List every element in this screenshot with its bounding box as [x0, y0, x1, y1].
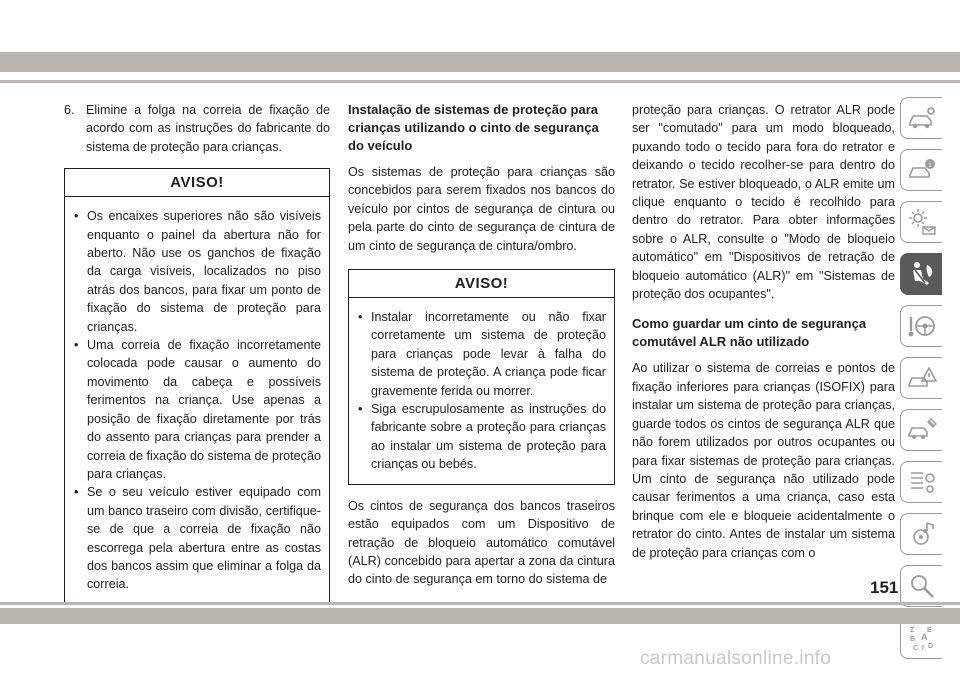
svg-text:D: D: [927, 643, 933, 650]
step-number: 6.: [64, 103, 75, 117]
warning-item: • Uma correia de fixação incorretamente colocada pode causar o aumento do movimento da cabeça e possíveis ferimentos na criança. Use apenas a posição de fixação diretamente por trás do assento para crianças para prender a correia de fixação do sistema de proteção para crianças.: [73, 336, 321, 483]
header-bar: [0, 52, 960, 72]
section-heading: Como guardar um cinto de segurança comutável ALR não utilizado: [632, 316, 867, 350]
car-warning-icon: [907, 363, 937, 393]
warning-box-1: [64, 168, 330, 605]
seat-safety-icon: [907, 259, 937, 289]
page-number: 151: [870, 578, 899, 597]
watermark: carmanualsonline.info: [640, 648, 832, 669]
car-info-icon: [907, 155, 937, 185]
car-service-icon: [907, 415, 937, 445]
warning-lights-icon: [907, 207, 937, 237]
tab-car-info[interactable]: [900, 149, 942, 191]
tab-search-index[interactable]: [900, 565, 942, 607]
warning-item: • Siga escrupulosamente as instruções do fabricante sobre a proteção para crianças ao instalar um sistema de proteção para crianças ou bebés.: [357, 400, 606, 474]
tab-steering-wheel[interactable]: [900, 305, 942, 347]
warning-title: AVISO!: [349, 270, 614, 298]
warning-title: AVISO!: [65, 169, 329, 197]
svg-text:A: A: [920, 632, 927, 642]
footer-rule: [0, 602, 960, 605]
section-heading: Instalação de sistemas de proteção para crianças utilizando o cinto de segurança do veículo: [348, 102, 599, 153]
tab-car-service[interactable]: [900, 409, 942, 451]
alphabet-index-icon: [907, 623, 937, 653]
section-paragraph: Os cintos de segurança dos bancos traseiros estão equipados com um Dispositivo de retração de bloqueio automático comutável (ALR) concebido para apertar a zona da cintura do cinto de segurança em torno do sistema de: [348, 498, 615, 587]
section-paragraph: Ao utilizar o sistema de correias e pontos de fixação inferiores para crianças (ISOFIX) para instalar um sistema de proteção para crianças, guarde todos os cintos de segurança ALR que não forem utilizados por outros ocupantes ou para fixar sistemas de proteção para crianças. Um cinto de segurança não utilizado pode causar ferimentos a uma criança, caso esta brinque com ele e bloqueie acidentalmente o retrator do cinto. Antes de instalar um sistema de proteção para crianças com o: [632, 361, 895, 560]
top-margin: [0, 0, 960, 52]
warning-box-2: [348, 269, 615, 485]
tab-car-warning[interactable]: [900, 357, 942, 399]
section-paragraph: Os sistemas de proteção para crianças são concebidos para serem fixados nos bancos do veículo por cintos de segurança de cintura ou pela parte do cinto de segurança de cintura de um cinto de segurança de cintura/ombro.: [348, 165, 615, 253]
header-rule: [0, 80, 960, 83]
step-6: [64, 101, 330, 156]
tab-seat-safety[interactable]: [900, 253, 942, 295]
tab-warning-lights[interactable]: [900, 201, 942, 243]
warning-list: [65, 197, 329, 604]
chapter-tabs: [900, 97, 942, 669]
svg-text:B: B: [909, 636, 915, 643]
footer-bar: [0, 608, 960, 624]
steering-wheel-icon: [907, 311, 937, 341]
tab-car-key[interactable]: [900, 97, 942, 139]
svg-text:E: E: [926, 627, 932, 634]
svg-text:C: C: [912, 645, 918, 652]
column-left: [64, 101, 330, 605]
warning-list: [349, 298, 614, 484]
search-index-icon: [907, 571, 937, 601]
multimedia-icon: [907, 519, 937, 549]
car-key-icon: [907, 103, 937, 133]
svg-text:i: i: [928, 160, 931, 169]
warning-item: • Instalar incorretamente ou não fixar corretamente um sistema de proteção para crianças pode levar à falha do sistema de proteção. A criança pode ficar gravemente ferida ou morrer.: [357, 308, 606, 400]
tab-maintenance-list[interactable]: [900, 461, 942, 503]
svg-text:T: T: [920, 646, 925, 652]
maintenance-list-icon: [907, 467, 937, 497]
warning-item: • Se o seu veículo estiver equipado com um banco traseiro com divisão, certifique-se de que a correia de fixação não escorrega pela abertura entre as costas dos bancos assim que eliminar a folga da correia.: [73, 483, 321, 593]
column-right: [632, 101, 895, 562]
warning-item: • Os encaixes superiores não são visíveis enquanto o painel da abertura não for aberto. Não use os ganchos de fixação da carga visíveis, localizados no piso atrás dos bancos, para fixar um ponto de fixação do sistema de proteção para crianças.: [73, 207, 321, 336]
tab-multimedia[interactable]: [900, 513, 942, 555]
continuation-paragraph: proteção para crianças. O retrator ALR pode ser "comutado" para um modo bloqueado, puxando todo o tecido para fora do retrator e deixando o tecido recolher-se para dentro do retrator. Se estiver bloqueado, o ALR emite um clique enquanto o tecido é recolhido para dentro do retrator. Para obter informações sobre o ALR, consulte o "Modo de bloqueio automático" em "Dispositivos de retração de bloqueio automático (ALR)" em "Sistemas de proteção dos ocupantes".: [632, 103, 895, 302]
step-text: Elimine a folga na correia de fixação de acordo com as instruções do fabricante do sistema de proteção para crianças.: [86, 103, 330, 154]
svg-text:Z: Z: [909, 627, 914, 634]
column-middle: [348, 101, 615, 589]
